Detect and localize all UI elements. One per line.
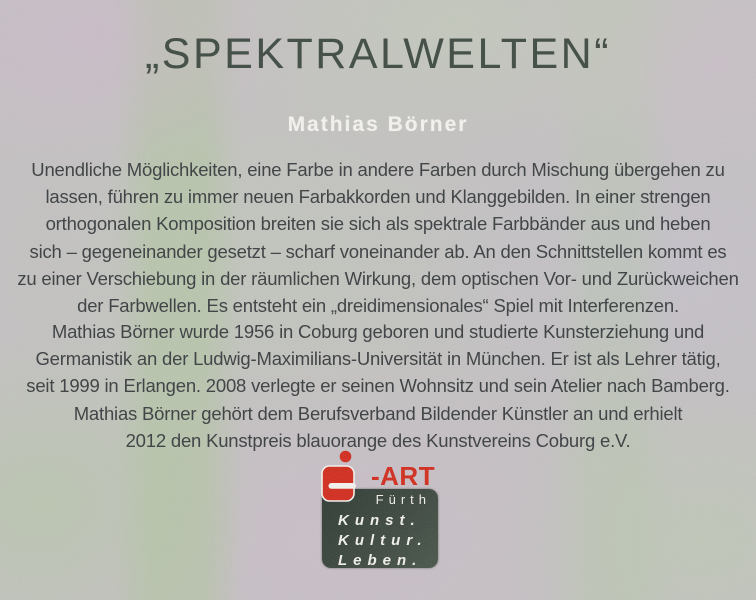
intro-line: zu einer Verschiebung in der räumlichen Wirkung, dem optischen Vor- und Zurückweichen bbox=[17, 267, 739, 289]
bio-line: Mathias Börner wurde 1956 in Coburg geboren und studierte Kunsterziehung und bbox=[51, 321, 705, 342]
tagline-line: Kunst. bbox=[338, 512, 421, 529]
bio-line: Mathias Börner gehört dem Berufsverband Bildender Künstler an und erhielt bbox=[73, 402, 683, 424]
page-title: „SPEKTRALWELTEN“ bbox=[144, 30, 612, 78]
intro-line: orthogonalen Komposition breiten sie sich als spektrale Farbbänder aus und heben bbox=[45, 213, 711, 235]
intro-line: Unendliche Möglichkeiten, eine Farbe in andere Farben durch Mischung übergehen zu bbox=[31, 159, 725, 180]
artist-name: Mathias Börner bbox=[287, 113, 469, 136]
intro-line: lassen, führen zu immer neuen Farbakkorden und Klanggebilden. In einer strengen bbox=[45, 186, 711, 208]
sparkasse-s-icon bbox=[320, 450, 356, 503]
logo-tagline bbox=[338, 511, 428, 571]
bio-line: seit 1999 in Erlangen. 2008 verlegte er seinen Wohnsitz und sein Atelier nach Bamberg. bbox=[26, 375, 730, 397]
intro-line: der Farbwellen. Es entsteht ein „dreidimensionales“ Spiel mit Interferenzen. bbox=[77, 295, 679, 317]
intro-line: sich – gegeneinander gesetzt – scharf voneinander ab. An den Schnittstellen kommt es bbox=[29, 240, 727, 262]
tagline-line: Leben. bbox=[338, 552, 423, 569]
logo-city-label: Fürth bbox=[375, 492, 431, 507]
bio-line: Germanistik an der Ludwig-Maximilians-Universität in München. Er ist als Lehrer tätig, bbox=[35, 348, 721, 370]
intro-paragraph bbox=[0, 156, 756, 319]
bio-line: 2012 den Kunstpreis blauorange des Kunstvereins Coburg e.V. bbox=[125, 429, 631, 451]
s-art-fuerth-logo bbox=[311, 448, 445, 580]
bio-paragraph bbox=[0, 318, 756, 454]
logo-brand-text: -ART bbox=[371, 461, 436, 491]
tagline-line: Kultur. bbox=[338, 532, 428, 549]
